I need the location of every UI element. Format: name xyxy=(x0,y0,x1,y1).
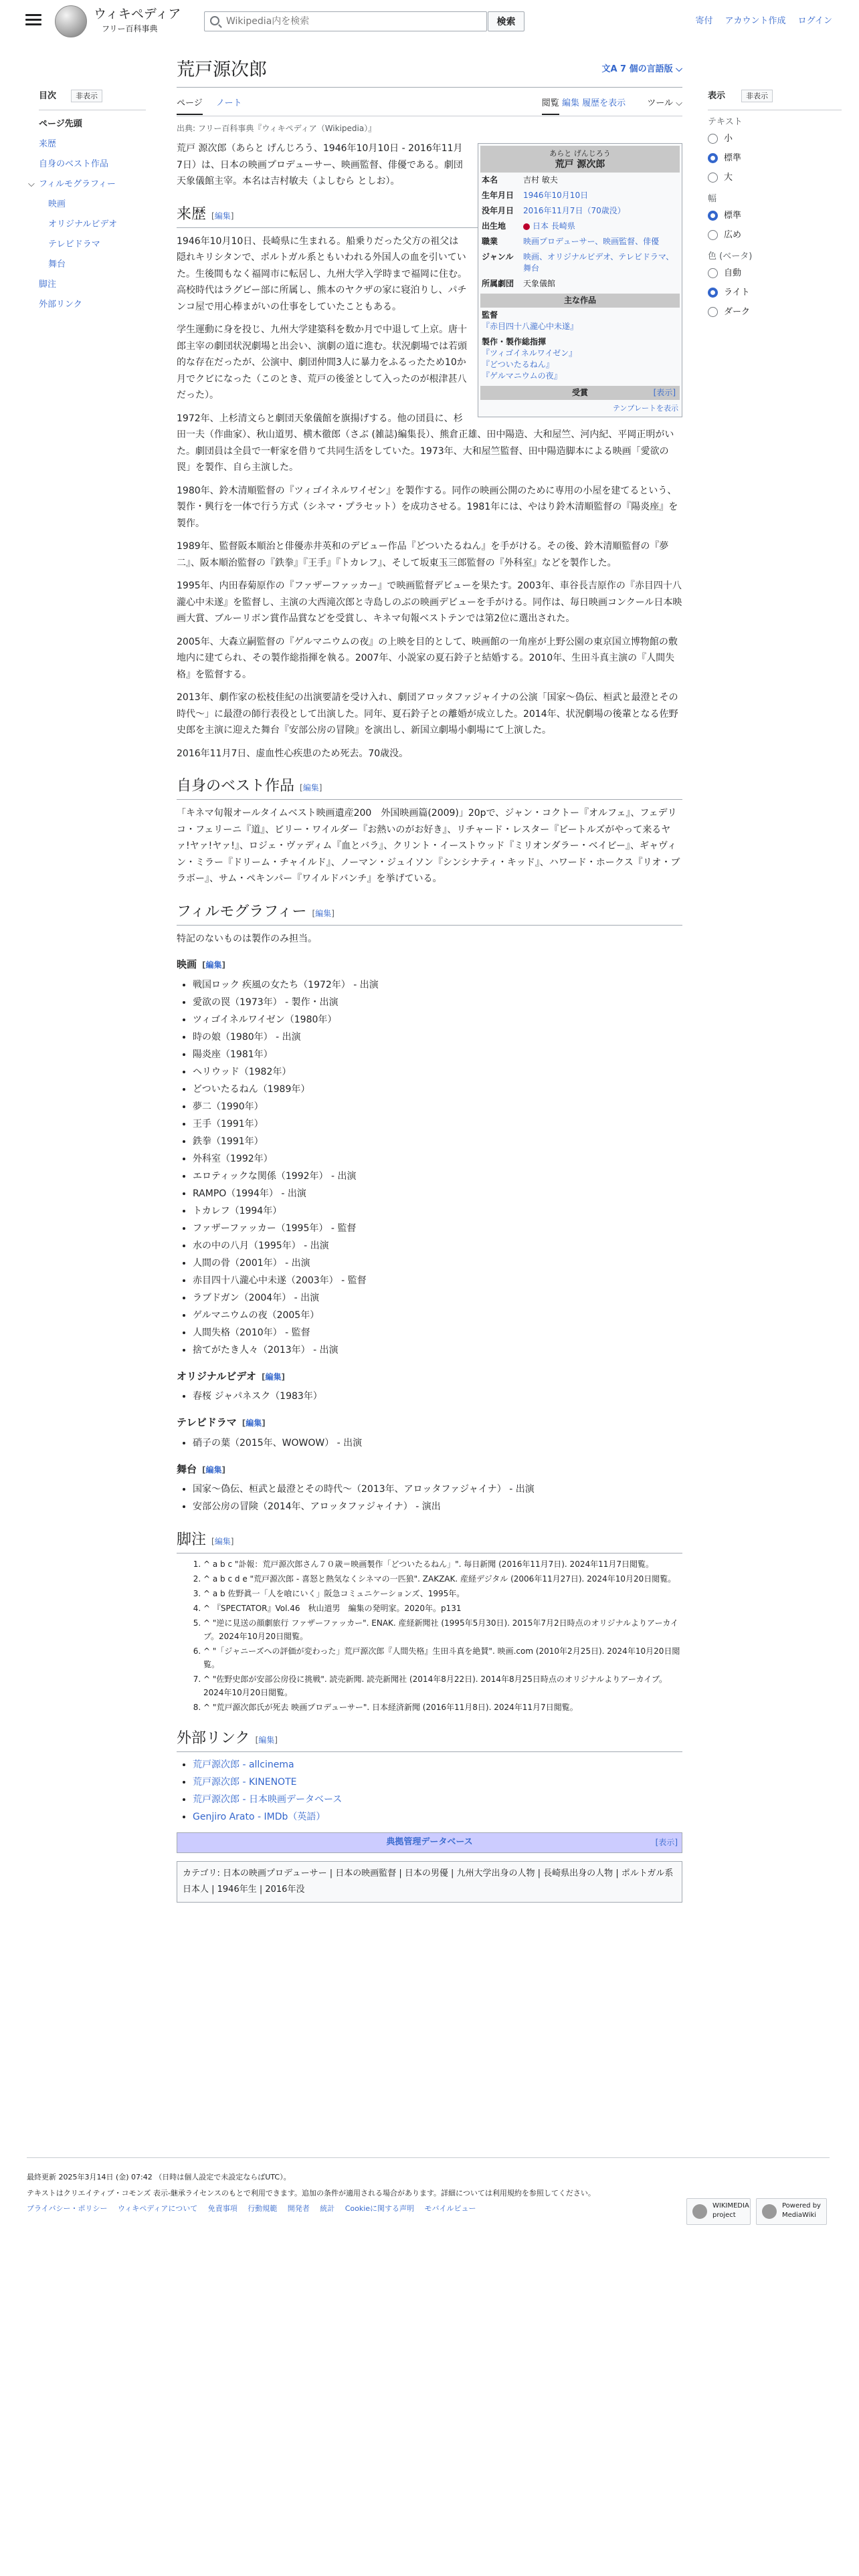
toc-item-stage[interactable]: 舞台 xyxy=(48,259,66,270)
search-icon xyxy=(210,16,219,25)
category-links[interactable]: カテゴリ: 日本の映画プロデューサー | 日本の映画監督 | 日本の男優 | 九州大学出身の人物 | 長崎県出身の人物 | ポルトガル系日本人 | 1946年生 | 2016年没 xyxy=(177,1861,682,1903)
toc-item-history[interactable]: 来歴 xyxy=(39,138,57,149)
footer-link[interactable]: ウィキペディアについて xyxy=(117,2204,198,2214)
heading-text: 映画 xyxy=(177,958,197,971)
tab-note[interactable]: ノート xyxy=(215,98,242,108)
tab-tools[interactable]: ツール ⌵ xyxy=(647,98,682,108)
infobox-row xyxy=(480,234,680,249)
create-account-link[interactable]: アカウント作成 xyxy=(725,16,786,26)
lead-paragraph: 荒戸 源次郎（あらと げんじろう、1946年10月10日 - 2016年11月7日）は、日本の映画プロデューサー、映画監督、俳優である。劇団天象儀館主宰。本名は吉村敏夫（よしむら としお）。 xyxy=(177,143,463,187)
infobox-row xyxy=(480,173,680,188)
movie-item[interactable]: • ゲルマニウムの夜（2005年） xyxy=(193,1307,682,1324)
row-value-link[interactable]: 映画プロデューサー、映画監督、俳優 xyxy=(523,237,660,247)
movie-item[interactable]: • 戦国ロック 疾風の女たち（1972年） - 出演 xyxy=(193,976,682,994)
appearance-hide-button[interactable]: 非表示 xyxy=(741,90,773,102)
director-label: 監督 xyxy=(482,310,498,320)
history-paragraph: 2013年、劇作家の松枝佳紀の出演要請を受け入れ、劇団アロッタファジャイナの公演「国家〜偽伝、桓武と最澄とその時代〜」に最澄の師行表役として出演した。同年、夏石鈴子との離婚が成立した。2014年、状況劇場の後輩となる佐野史郎を主演に迎えた舞台『安部公房の冒険』を演出し、新国立劇場小劇場にて上演した。 xyxy=(177,692,678,736)
row-value-link[interactable]: 日本 長崎県 xyxy=(533,221,575,231)
appearance-panel xyxy=(708,90,842,322)
heading-text: 来歴 xyxy=(177,205,207,223)
footnote-item[interactable]: 7. ^ "佐野史郎が安部公房役に挑戦". 読売新聞. 読売新聞社 (2014年8月22日). 2014年8月25日時点のオリジナルよりアーカイブ。2024年10月20日閲覧。 xyxy=(203,1673,682,1699)
history-paragraph: 1972年、上杉清文らと劇団天象儀館を旗揚げする。他の団員に、杉田一夫（作曲家）、秋山道男、横木徹郎（さぶ (雑誌)編集長）、熊倉正雄、田中陽造、大和屋竺、河内紀、平岡正明がいた。劇団員は全員で一軒家を借りて共同生活をしていた。1973年、大和屋竺監督、田中陽造脚本による映画「愛欲の罠」を製作、自ら主演した。 xyxy=(177,413,674,473)
infobox-row xyxy=(480,249,680,276)
external-link[interactable]: 荒戸源次郎 - allcinema xyxy=(193,1759,294,1771)
color-label: 色 (ベータ) xyxy=(708,251,753,261)
infobox-name: 荒戸 源次郎 xyxy=(555,159,605,171)
subsection-heading: オリジナルビデオ [編集] xyxy=(177,1370,285,1382)
filmo-intro: 特記のないものは製作のみ担当。 xyxy=(177,933,317,944)
history-paragraph: 1989年、監督阪本順治と俳優赤井英和のデビュー作品『どついたるねん』を手がける。その後、鈴木清順監督の『夢二』、阪本順治監督の『鉄拳』『王手』『トカレフ』、そして坂東玉三郎監督の『外科室』などを製作した。 xyxy=(177,541,669,568)
infobox-header xyxy=(480,146,680,173)
option-label: ライト xyxy=(724,287,750,298)
toc-hide-button[interactable]: 非表示 xyxy=(71,90,102,102)
edit-link[interactable]: 編集 xyxy=(205,1465,222,1475)
footnote-item[interactable]: 4. ^ 『SPECTATOR』Vol.46 秋山道男 編集の発明家。2020年。p131 xyxy=(203,1602,682,1615)
list-item: • 硝子の葉（2015年、WOWOW） - 出演 xyxy=(193,1434,682,1452)
best-paragraph: 「キネマ旬報オールタイムベスト映画遺産200 外国映画篇(2009)」20pで、ジャン・コクトー『オルフェ』、フェデリコ・フェリーニ『道』、ビリー・ワイルダー『お熱いのがお好き』、リチャード・レスター『ビートルズがやって来るヤァ!ヤァ!ヤァ!』、ロジェ・ヴァディム『血とバラ』、クリント・イーストウッド『ミリオンダラー・ベイビー』、ギャヴィン・ミラー『ドリーム・チャイルド』、ノーマン・ジュイソン『シンシナティ・キッド』、ハワード・ホークス『リオ・ブラボー』、サム・ペキンパー『ワイルドバンチ』を挙げている。 xyxy=(177,808,680,885)
infobox-row xyxy=(480,188,680,203)
width-standard[interactable] xyxy=(708,206,842,225)
producer-work-link[interactable]: 『ツィゴイネルワイゼン』 xyxy=(482,348,577,358)
subsection-heading: 舞台 [編集] xyxy=(177,1463,225,1475)
show-label: 表示 xyxy=(656,388,673,398)
row-value: 吉村 敏夫 xyxy=(523,175,558,185)
last-modified: 最終更新 2025年3月14日 (金) 07:42 （日時は個人設定で未設定ならばUTC）。 xyxy=(27,2173,291,2181)
movie-item[interactable]: • 水の中の八月（1995年） - 出演 xyxy=(193,1237,682,1255)
heading-text: テレビドラマ xyxy=(177,1416,237,1429)
radio-selected-icon[interactable] xyxy=(708,288,718,298)
toc-item-tv[interactable]: テレビドラマ xyxy=(48,239,100,249)
footer-link[interactable]: 行動規範 xyxy=(248,2204,278,2214)
producer-work-link[interactable]: 『どついたるねん』 xyxy=(482,360,554,370)
heading-text: 脚注 xyxy=(177,1531,207,1549)
text-size-small[interactable] xyxy=(708,129,842,148)
option-label: 小 xyxy=(724,133,733,144)
width-label: 幅 xyxy=(708,193,717,204)
toc-title: 目次 xyxy=(39,91,57,101)
movie-item[interactable]: • ヘリウッド（1982年） xyxy=(193,1063,682,1081)
main-menu-icon[interactable] xyxy=(25,14,41,27)
row-value-link[interactable]: 1946年10月10日 xyxy=(523,191,589,201)
edit-link[interactable]: 編集 xyxy=(214,1537,231,1547)
infobox-kana: あらと げんじろう xyxy=(549,149,611,158)
language-button[interactable]: 文A 7 個の言語版 ⌵ xyxy=(601,64,682,74)
wikimedia-logo-icon xyxy=(692,2204,707,2219)
movie-item[interactable]: • 鉄拳（1991年） xyxy=(193,1133,682,1150)
section-heading: 外部リンク [編集] xyxy=(177,1727,682,1752)
user-links xyxy=(686,15,832,29)
donate-link[interactable]: 寄付 xyxy=(695,16,713,26)
producer-work-link[interactable]: 『ゲルマニウムの夜』 xyxy=(482,371,562,381)
language-count: 7 個の言語版 xyxy=(620,64,673,74)
mediawiki-logo-icon xyxy=(762,2204,777,2219)
row-label: 本名 xyxy=(482,175,498,185)
badge-label: WIKIMEDIA project xyxy=(712,2202,749,2219)
edit-link[interactable]: 編集 xyxy=(205,960,222,970)
color-light[interactable] xyxy=(708,283,842,302)
toc-item-external[interactable]: 外部リンク xyxy=(39,299,82,310)
main-content xyxy=(177,59,682,1903)
navbox-title[interactable]: 典拠管理データベース xyxy=(386,1837,473,1848)
license-text: テキストはクリエイティブ・コモンズ 表示-継承ライセンスのもとで利用できます。追加の条件が適用される場合があります。詳細については利用規約を参照してください。 xyxy=(27,2188,595,2197)
infobox-table xyxy=(480,173,680,292)
movie-item[interactable]: • トカレフ（1994年） xyxy=(193,1202,682,1220)
section-heading: 自身のベスト作品 [編集] xyxy=(177,775,682,800)
toc-item-movies[interactable]: 映画 xyxy=(48,199,66,209)
badge-label: Powered by MediaWiki xyxy=(782,2202,821,2219)
source-line: 出典: フリー百科事典『ウィキペディア（Wikipedia）』 xyxy=(177,124,377,133)
awards-label: 受賞 xyxy=(571,388,588,398)
movie-item[interactable]: • 陽炎座（1981年） xyxy=(193,1046,682,1063)
wikimedia-badge[interactable] xyxy=(686,2198,751,2225)
section-heading: 脚注 [編集] xyxy=(177,1529,682,1553)
infobox-row xyxy=(480,203,680,219)
producer-label: 製作・製作総指揮 xyxy=(482,337,547,347)
toc-item-ov[interactable]: オリジナルビデオ xyxy=(48,219,118,229)
list-item: • 国家〜偽伝、桓武と最澄とその時代〜（2013年、アロッタファジャイナ） - 出演 xyxy=(193,1481,682,1498)
tools-label: ツール xyxy=(647,98,673,108)
authority-control-navbox xyxy=(177,1832,682,1853)
radio-icon[interactable] xyxy=(708,173,718,183)
mediawiki-badge[interactable] xyxy=(756,2198,827,2225)
row-label: 出生地 xyxy=(482,221,506,231)
row-label: ジャンル xyxy=(482,252,514,262)
heading-text: 自身のベスト作品 xyxy=(177,778,295,795)
history-paragraph: 1995年、内田春菊原作の『ファザーファッカー』で映画監督デビューを果たす。2003年、車谷長吉原作の『赤目四十八瀧心中未遂』を監督し、主演の大西滝次郎と寺島しのぶの映画デビューを手がける。同作は、毎日映画コンクール日本映画大賞、ブルーリボン賞作品賞などを受賞し、キネマ旬報ベストテンでは第2位に選出された。 xyxy=(177,580,682,625)
movie-item[interactable]: • どついたるねん（1989年） xyxy=(193,1081,682,1098)
radio-icon[interactable] xyxy=(708,307,718,317)
movie-item[interactable]: • RAMPO（1994年） - 出演 xyxy=(193,1185,682,1202)
row-label: 職業 xyxy=(482,237,498,247)
chevron-down-icon[interactable]: ⌵ xyxy=(28,179,35,189)
heading-text: フィルモグラフィー xyxy=(177,903,307,920)
movie-item[interactable]: • 外科室（1992年） xyxy=(193,1150,682,1168)
infobox-row xyxy=(480,276,680,292)
page-title: 荒戸源次郎 xyxy=(177,59,682,88)
toc-item-notes[interactable]: 脚注 xyxy=(39,279,57,290)
row-label: 没年月日 xyxy=(482,206,514,216)
radio-icon[interactable] xyxy=(708,134,718,144)
option-label: 標準 xyxy=(724,210,742,221)
footer-link[interactable]: モバイルビュー xyxy=(424,2204,476,2214)
color-dark[interactable] xyxy=(708,302,842,322)
movie-item[interactable]: • 王手（1991年） xyxy=(193,1115,682,1133)
subsection-heading: 映画 [編集] xyxy=(177,958,225,971)
row-value-link[interactable]: 映画、オリジナルビデオ、テレビドラマ、舞台 xyxy=(523,252,674,274)
edit-link[interactable]: 編集 xyxy=(214,211,231,221)
option-label: 広め xyxy=(724,229,742,240)
navbox-header: 典拠管理データベース [表示] xyxy=(177,1833,682,1852)
search-box xyxy=(204,11,487,31)
row-value-link[interactable]: 2016年11月7日（70歳没） xyxy=(523,206,626,216)
footer-link[interactable]: Cookieに関する声明 xyxy=(345,2204,415,2214)
japan-flag-icon xyxy=(523,223,530,230)
tab-read[interactable]: 閲覧 xyxy=(542,98,559,115)
awards-show-button[interactable]: [表示] xyxy=(653,388,676,398)
external-link[interactable]: 荒戸源次郎 - KINENOTE xyxy=(193,1777,297,1788)
template-link[interactable]: テンプレートを表示 xyxy=(612,404,678,413)
search-input[interactable] xyxy=(226,14,480,29)
tab-page[interactable]: ページ xyxy=(177,98,203,115)
text-size-large[interactable] xyxy=(708,168,842,187)
external-link[interactable]: Genjiro Arato - IMDb（英語） xyxy=(193,1812,326,1823)
infobox xyxy=(478,143,682,417)
footnote-item[interactable]: 2. ^ a b c d e "荒戸源次郎 - 喜怒と熱気なくシネマの一匹狼". ZAKZAK. 産経デジタル (2006年11月27日). 2024年10月20日閲覧。 xyxy=(203,1572,682,1586)
radio-selected-icon[interactable] xyxy=(708,153,718,163)
section-heading: フィルモグラフィー [編集] xyxy=(177,901,682,926)
translate-icon: 文A xyxy=(601,64,621,74)
history-paragraph: 学生運動に身を投じ、九州大学建築科を数か月で中退して上京。唐十郎主宰の劇団状況劇場と出会い、演劇の道に進む。状況劇場では若頭的な存在だったが、公演中、劇団仲間3人に暴力をふるったため10か月でクビになった（このとき、荒戸の後釜として入ったのが根津甚八だった）。 xyxy=(177,324,467,401)
movie-item[interactable]: • ツィゴイネルワイゼン（1980年） xyxy=(193,1011,682,1029)
page-tabs xyxy=(177,91,682,116)
edit-link[interactable]: 編集 xyxy=(246,1418,262,1428)
movie-item[interactable]: • ファザーファッカー（1995年） - 監督 xyxy=(193,1220,682,1237)
site-header xyxy=(0,0,859,41)
infobox-awards xyxy=(480,386,680,400)
infobox-main-works: 主な作品 xyxy=(480,294,680,308)
toc-item-best[interactable]: 自身のベスト作品 xyxy=(39,158,109,169)
edit-link[interactable]: 編集 xyxy=(315,908,332,918)
logo-title[interactable]: ウィキペディア xyxy=(94,7,181,21)
footer-link[interactable]: 開発者 xyxy=(287,2204,310,2214)
movies-list xyxy=(193,976,682,1359)
history-paragraph: 1946年10月10日、長崎県に生まれる。船乗りだった父方の祖父は隠れキリシタンで、ポルトガル系ともいわれる外国人の血を引いていた。生後間もなく福岡市に転居し、九州大学入学時まで福岡に住む。高校時代はラグビー部に所属し、熊本のヤクザの家に寝泊りし、パチンコ屋で用心棒まがいの仕事をしていたこともある。 xyxy=(177,235,467,312)
appearance-title: 表示 xyxy=(708,91,726,101)
color-auto[interactable] xyxy=(708,263,842,283)
page-footer xyxy=(27,2157,830,2219)
history-paragraph: 2016年11月7日、虚血性心疾患のため死去。70歳没。 xyxy=(177,748,409,759)
heading-text: オリジナルビデオ xyxy=(177,1370,256,1382)
history-paragraph: 2005年、大森立嗣監督の『ゲルマニウムの夜』の上映を目的として、映画館の一角座が上野公園の東京国立博物館の敷地内に建てられ、その製作総指揮を執る。2007年、小説家の夏石鈴子と結婚する。2010年、生田斗真主演の『人間失格』を監督する。 xyxy=(177,636,678,680)
navbox-show-button[interactable]: 表示 xyxy=(658,1838,675,1848)
search-button[interactable]: 検索 xyxy=(488,11,524,31)
movie-item[interactable]: • エロティックな関係（1992年） - 出演 xyxy=(193,1168,682,1185)
movie-item[interactable]: • 捨てがたき人々（2013年） - 出演 xyxy=(193,1341,682,1359)
edit-link[interactable]: 編集 xyxy=(265,1372,282,1382)
radio-selected-icon[interactable] xyxy=(708,211,718,221)
option-label: ダーク xyxy=(724,306,751,317)
footnote-item[interactable]: 1. ^ a b c "訃報：荒戸源次郎さん７０歳＝映画製作「どついたるねん」". 毎日新聞 (2016年11月7日). 2024年11月7日閲覧。 xyxy=(203,1558,682,1571)
tab-history[interactable]: 履歴を表示 xyxy=(582,98,626,108)
director-work-link[interactable]: 『赤目四十八瀧心中未遂』 xyxy=(482,322,579,332)
history-paragraph: 1980年、鈴木清順監督の『ツィゴイネルワイゼン』を製作する。同作の映画公開のために専用の小屋を建てるという、製作・興行を一体で行う方式（シネマ・プラセット）を成功させる。1981年には、やはり鈴木清順監督の『陽炎座』を製作。 xyxy=(177,485,678,529)
toc-item-filmography[interactable]: フィルモグラフィー xyxy=(39,179,116,189)
heading-text: 外部リンク xyxy=(177,1730,250,1747)
edit-link[interactable]: 編集 xyxy=(302,783,319,793)
row-label: 生年月日 xyxy=(482,191,514,201)
wikipedia-logo-icon[interactable] xyxy=(55,5,87,37)
movie-item[interactable]: • 夢二（1990年） xyxy=(193,1098,682,1115)
external-link[interactable]: 荒戸源次郎 - 日本映画データベース xyxy=(193,1794,343,1806)
heading-text: 舞台 xyxy=(177,1463,197,1475)
footnote-item[interactable]: 6. ^ "「ジャニーズへの評価が変わった」荒戸源次郎『人間失格』生田斗真を絶賛". 映画.com (2010年2月25日). 2024年10月20日閲覧。 xyxy=(203,1644,682,1671)
text-size-label: テキスト xyxy=(708,116,743,127)
section-heading: 来歴 [編集] xyxy=(177,203,682,228)
logo-subtitle: フリー百科事典 xyxy=(102,24,158,33)
infobox-row xyxy=(480,219,680,234)
movie-item[interactable]: • 愛欲の罠（1973年） - 製作・出演 xyxy=(193,994,682,1011)
radio-icon[interactable] xyxy=(708,230,718,240)
movie-item[interactable]: • 赤目四十八瀧心中未遂（2003年） - 監督 xyxy=(193,1272,682,1289)
movie-item[interactable]: • 人間の骨（2001年） - 出演 xyxy=(193,1255,682,1272)
article-body xyxy=(177,140,682,1903)
movie-item[interactable]: • 時の娘（1980年） - 出演 xyxy=(193,1029,682,1046)
footnote-item[interactable]: 3. ^ a b 佐野眞一「人を喰にいく」阪急コミュニケーションズ、1995年。 xyxy=(203,1587,682,1600)
footer-link[interactable]: 統計 xyxy=(320,2204,335,2214)
list-item: • 安部公房の冒険（2014年、アロッタファジャイナ） - 演出 xyxy=(193,1498,682,1515)
tab-edit[interactable]: 編集 xyxy=(561,98,579,108)
text-size-standard[interactable] xyxy=(708,148,842,168)
option-label: 大 xyxy=(724,172,733,183)
option-label: 自動 xyxy=(724,267,742,278)
subsection-heading: テレビドラマ [編集] xyxy=(177,1416,266,1429)
movie-item[interactable]: • 人間失格（2010年） - 監督 xyxy=(193,1324,682,1341)
footer-link[interactable]: プライバシー・ポリシー xyxy=(27,2204,108,2214)
login-link[interactable]: ログイン xyxy=(797,16,832,26)
notes-list xyxy=(203,1558,682,1714)
list-item: • 春桜 ジャパネスク（1983年） xyxy=(193,1388,682,1405)
radio-icon[interactable] xyxy=(708,268,718,278)
movie-item[interactable]: • ラブドガン（2004年） - 出演 xyxy=(193,1289,682,1307)
row-label: 所属劇団 xyxy=(482,279,514,289)
option-label: 標準 xyxy=(724,152,742,163)
footnote-item[interactable]: 8. ^ "荒戸源次郎氏が死去 映画プロデューサー". 日本経済新聞 (2016年11月8日). 2024年11月7日閲覧。 xyxy=(203,1701,682,1714)
footnote-item[interactable]: 5. ^ "逆に見送の顔劇旅行 ファザーファッカー". ENAK. 産経新聞社 (1995年5月30日). 2015年7月2日時点のオリジナルよりアーカイブ。2024年10月20日閲覧。 xyxy=(203,1616,682,1643)
row-value: 天象儀館 xyxy=(523,279,556,289)
edit-link[interactable]: 編集 xyxy=(258,1735,275,1745)
width-wide[interactable] xyxy=(708,225,842,245)
toc-item-top[interactable]: ページ先頭 xyxy=(39,118,82,129)
footer-link[interactable]: 免責事項 xyxy=(207,2204,237,2214)
table-of-contents xyxy=(28,90,146,315)
